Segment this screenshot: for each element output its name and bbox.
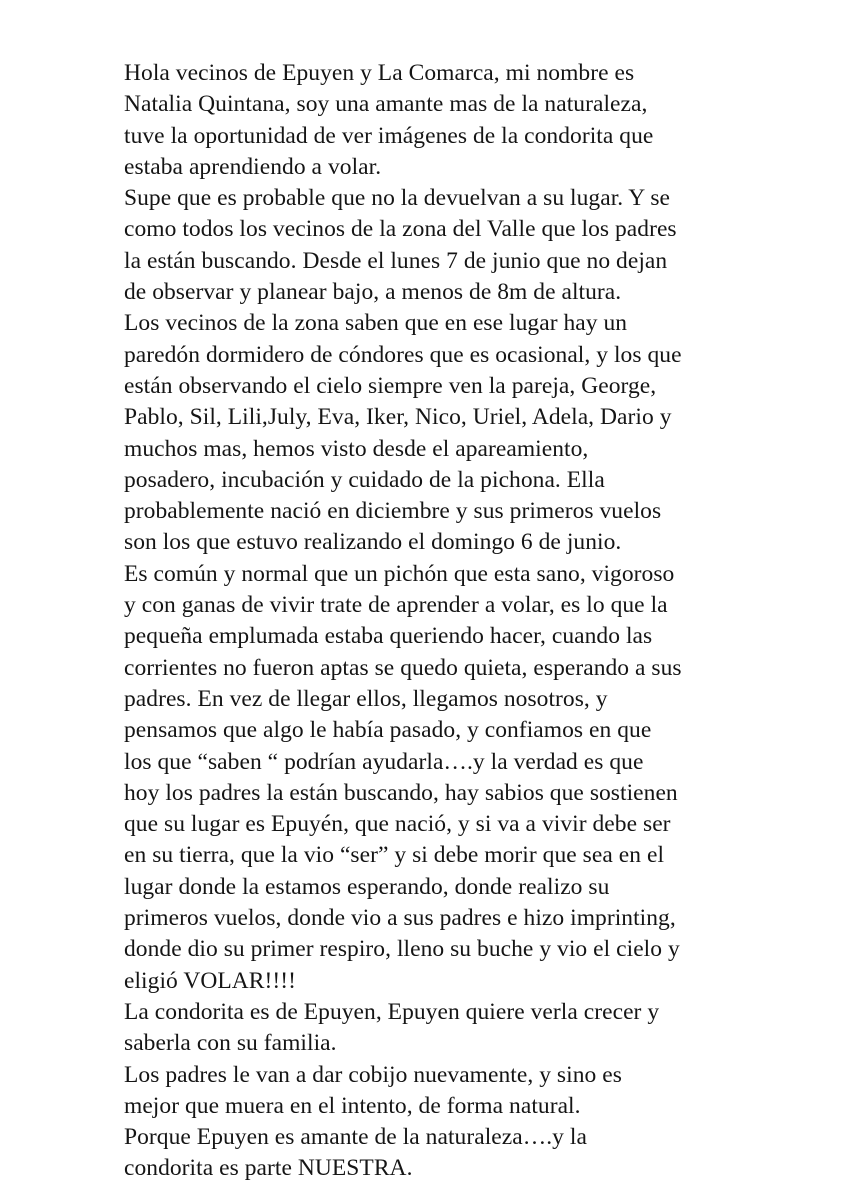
text-line: saberla con su familia.: [124, 1030, 337, 1057]
text-line: Pablo, Sil, Lili,July, Eva, Iker, Nico, Uriel, Adela, Dario y: [124, 404, 672, 431]
text-line: Hola vecinos de Epuyen y La Comarca, mi nombre es: [124, 60, 635, 86]
text-line: que su lugar es Epuyén, que nació, y si va a vivir debe ser: [124, 811, 671, 838]
text-line: como todos los vecinos de la zona del Valle que los padres: [124, 216, 677, 243]
text-line: están observando el cielo siempre ven la pareja, George,: [124, 372, 657, 399]
text-line: de observar y planear bajo, a menos de 8m de altura.: [124, 279, 622, 306]
text-line: y con ganas de vivir trate de aprender a volar, es lo que la: [124, 592, 668, 619]
text-line: pensamos que algo le había pasado, y confiamos en que: [124, 717, 652, 744]
text-line: estaba aprendiendo a volar.: [124, 153, 382, 180]
text-line: Los padres le van a dar cobijo nuevamente, y sino es: [124, 1061, 622, 1088]
text-line: lugar donde la estamos esperando, donde realizo su: [124, 873, 610, 900]
text-line: Es común y normal que un pichón que esta sano, vigoroso: [124, 560, 675, 587]
text-line: en su tierra, que la vio “ser” y si debe morir que sea en el: [124, 842, 665, 869]
text-line: los que “saben “ podrían ayudarla….y la verdad es que: [124, 748, 644, 775]
text-line: padres. En vez de llegar ellos, llegamos nosotros, y: [124, 685, 608, 712]
text-line: pequeña emplumada estaba queriendo hacer, cuando las: [124, 623, 653, 650]
text-line: mejor que muera en el intento, de forma natural.: [124, 1092, 581, 1119]
text-line: corrientes no fueron aptas se quedo quieta, esperando a sus: [124, 654, 682, 681]
text-line: La condorita es de Epuyen, Epuyen quiere verla crecer y: [124, 998, 660, 1025]
text-line: Natalia Quintana, soy una amante mas de la naturaleza,: [124, 91, 648, 118]
text-line: Supe que es probable que no la devuelvan a su lugar. Y se: [124, 185, 671, 212]
text-line: tuve la oportunidad de ver imágenes de la condorita que: [124, 122, 654, 149]
text-line: son los que estuvo realizando el domingo 6 de junio.: [124, 529, 622, 556]
text-line: posadero, incubación y cuidado de la pichona. Ella: [124, 466, 605, 493]
text-line: la están buscando. Desde el lunes 7 de junio que no dejan: [124, 247, 668, 274]
text-line: eligió VOLAR!!!!: [124, 967, 297, 994]
letter-text: [124, 58, 844, 1185]
text-line: Porque Epuyen es amante de la naturaleza….y la: [124, 1124, 587, 1151]
text-line: condorita es parte NUESTRA.: [124, 1155, 413, 1182]
text-line: muchos mas, hemos visto desde el apareamiento,: [124, 435, 589, 462]
text-line: paredón dormidero de cóndores que es ocasional, y los que: [124, 341, 682, 368]
text-line: primeros vuelos, donde vio a sus padres e hizo imprinting,: [124, 905, 676, 932]
text-line: hoy los padres la están buscando, hay sabios que sostienen: [124, 779, 678, 806]
text-line: Los vecinos de la zona saben que en ese lugar hay un: [124, 310, 628, 337]
text-line: donde dio su primer respiro, lleno su buche y vio el cielo y: [124, 936, 680, 963]
text-line: probablemente nació en diciembre y sus primeros vuelos: [124, 498, 662, 525]
